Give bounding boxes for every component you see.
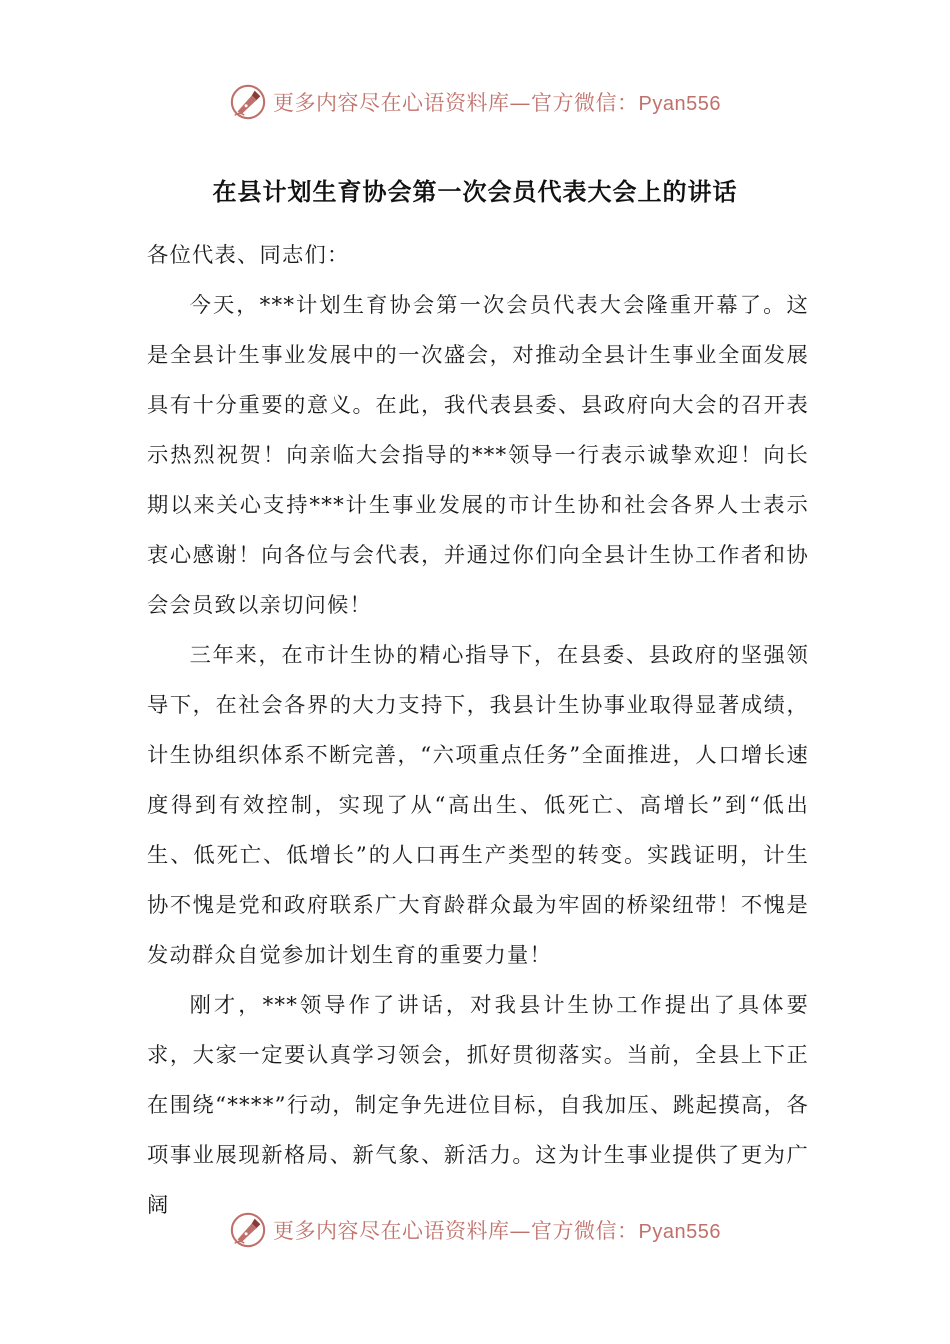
- watermark-text: 更多内容尽在心语资料库—官方微信：Pyan556: [273, 91, 721, 115]
- footer-watermark-banner: [0, 1208, 950, 1252]
- pen-nib-logo-icon: [229, 83, 267, 121]
- paragraph: 刚才，***领导作了讲话，对我县计生协工作提出了具体要求，大家一定要认真学习领会，抓好贯彻落实。当前，全县上下正在围绕“****”行动，制定争先进位目标，自我加压、跳起摸高，各项事业展现新格局、新气象、新活力。这为计生事业提供了更为广阔: [147, 993, 809, 1218]
- pen-nib-logo-icon: [229, 1211, 267, 1249]
- paragraph: 三年来，在市计生协的精心指导下，在县委、县政府的坚强领导下，在社会各界的大力支持下，我县计生协事业取得显著成绩，计生协组织体系不断完善，“六项重点任务”全面推进，人口增长速度得到有效控制，实现了从“高出生、低死亡、高增长”到“低出生、低死亡、低增长”的人口再生产类型的转变。实践证明，计生协不愧是党和政府联系广大育龄群众最为牢固的桥梁纽带！不愧是发动群众自觉参加计划生育的重要力量！: [147, 643, 809, 968]
- document-title: 在县计划生育协会第一次会员代表大会上的讲话: [212, 178, 738, 206]
- document-body: [147, 231, 809, 1231]
- header-watermark-banner: [0, 80, 950, 124]
- salutation: 各位代表、同志们：: [147, 243, 350, 268]
- watermark-text: 更多内容尽在心语资料库—官方微信：Pyan556: [273, 1219, 721, 1243]
- paragraph: 今天，***计划生育协会第一次会员代表大会隆重开幕了。这是全县计生事业发展中的一次盛会，对推动全县计生事业全面发展具有十分重要的意义。在此，我代表县委、县政府向大会的召开表示热烈祝贺！向亲临大会指导的***领导一行表示诚挚欢迎！向长期以来关心支持***计生事业发展的市计生协和社会各界人士表示衷心感谢！向各位与会代表，并通过你们向全县计生协工作者和协会会员致以亲切问候！: [147, 293, 809, 618]
